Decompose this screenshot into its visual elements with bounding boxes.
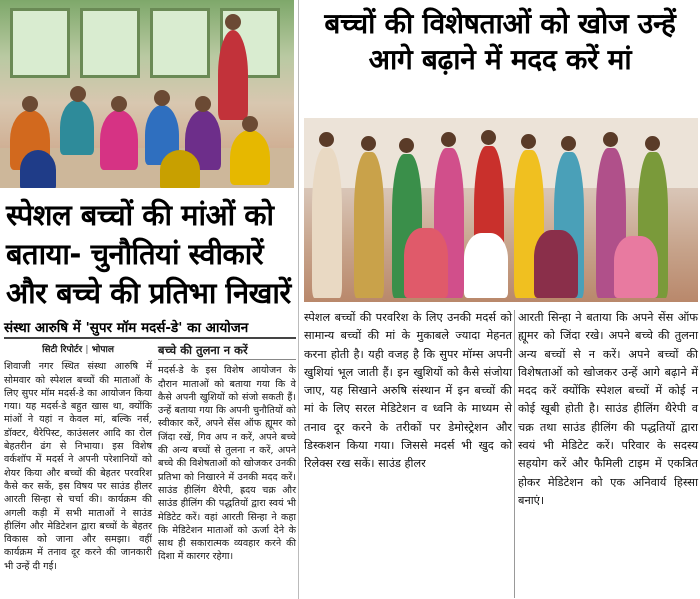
photo-person-head <box>70 86 86 102</box>
dateline-city: भोपाल <box>91 345 114 355</box>
photo-person <box>218 30 248 120</box>
photo-person-head <box>645 136 660 151</box>
photo-person-head <box>111 96 127 112</box>
right-story-column-1: स्पेशल बच्चों की परवरिश के लिए उनकी मदर्स को सामान्य बच्चों की मां के मुकाबले ज्यादा मेहनत करना होती है। यही वजह है कि सुपर मॉम्स अपनी खुशियां भूल जाती हैं। इन खुशियों को कैसे संजोया जाए, यह सिखाने अरुषि संस्थान में इन बच्चों की मां के लिए सरल मेडिटेशन व ध्वनि के माध्यम से तनाव दूर करने के तरीकों पर डेमोस्ट्रेशन और डिस्कशन किया गया। जिससे मदर्स भी खुद को रिलेक्स रख सकें। साउंड हीलर <box>304 311 512 471</box>
reporter-credit: सिटी रिपोर्टर <box>42 345 83 355</box>
left-story-rule <box>4 337 296 339</box>
left-story-photo <box>0 0 294 188</box>
left-story-subheadline: संस्था आरुषि में 'सुपर मॉम मदर्स-डे' का आयोजन <box>4 320 249 336</box>
left-story-subsection-heading: बच्चे की तुलना न करें <box>158 344 296 360</box>
byline-separator: | <box>85 345 89 355</box>
left-story-column-1 <box>4 344 152 573</box>
photo-person <box>160 150 200 188</box>
left-story-column-2 <box>158 344 296 564</box>
left-story-column-2-text: मदर्स-डे के इस विशेष आयोजन के दौरान माताओं को बताया गया कि वे कैसे अपनी खुशियों को संजो सकती हैं। उन्हें बताया गया कि अपनी चुनौतियों को स्वीकार करें, अपने सेंस ऑफ ह्यूमर को जिंदा रखें, गिव अप न करें, अपने बच्चे की अन्य बच्चों से तुलना न करें, अपने बच्चे की विशेषताओं को खोजकर उनकी प्रतिभा को निखारने में उनकी मदद करें। साउंड हीलिंग थैरेपी, ह्रदय चक्र और साउंड हीलिंग की पद्धतियों द्वारा स्वयं भी मेडिटेट करें। वहां आरती सिन्हा ने कहा कि मेडिटेशन माताओं को ऊर्जा देने के साथ ही सकारात्मक व्यवहार करने की दिशा में कारगर रहेगा। <box>158 365 296 563</box>
photo-person-head <box>195 96 211 112</box>
photo-person <box>614 236 658 298</box>
photo-person-head <box>22 96 38 112</box>
left-story-byline <box>4 344 152 357</box>
photo-person-head <box>154 90 170 106</box>
photo-person <box>464 233 508 298</box>
photo-person-head <box>399 138 414 153</box>
photo-person-head <box>481 130 496 145</box>
photo-window <box>10 8 70 78</box>
photo-person <box>20 150 56 188</box>
photo-person <box>312 148 342 298</box>
photo-person-head <box>361 136 376 151</box>
right-column-divider <box>514 310 515 598</box>
photo-person-head <box>521 134 536 149</box>
photo-person-head <box>603 132 618 147</box>
right-story-headline: बच्चों की विशेषताओं को खोज उन्हें आगे बढ़ाने में मदद करें मां <box>324 7 676 76</box>
photo-person-head <box>225 14 241 30</box>
photo-person-head <box>242 116 258 132</box>
column-divider <box>298 0 299 599</box>
photo-person <box>230 130 270 185</box>
photo-person-head <box>319 132 334 147</box>
photo-window <box>80 8 140 78</box>
right-story-column-2: आरती सिन्हा ने बताया कि अपने सेंस ऑफ ह्यूमर को जिंदा रखे। अपने बच्चे की तुलना अन्य बच्चों से न करें। अपने बच्चों की विशेषताओं को खोजकर उन्हें आगे बढ़ाने में मदद करें क्योंकि स्पेशल बच्चों में कोई न कोई खूबी होती है। साउंड हीलिंग थैरेपी व चक्र तथा साउंड हीलिंग की पद्धतियों द्वारा स्वयं भी मेडिटेट करें। परिवार के सदस्य सहयोग करें और फैमिली टाइम में एकत्रित होकर मेडिटेशन को एक अनिवार्य हिस्सा बनाएं। <box>518 311 698 507</box>
left-story-column-1-text: शिवाजी नगर स्थित संस्था आरुषि में सोमवार को स्पेशल बच्चों की माताओं के लिए सुपर मॉम मदर्स-डे का आयोजन किया गया। यह मदर्स-डे बहुत खास था, क्योंकि मांओं ने यहां न केवल मां, बल्कि नर्स, डॉक्टर, थैरेपिस्ट, काउंसलर आदि का रोल बेहतरीन ढंग से निभाया। इस विशेष वर्कशॉप में मदर्स ने अपनी परेशानियों को शेयर किया और बच्चों की बेहतर परवरिश कैसे कर सकें, इस विषय पर साउंड हीलर आरती सिन्हा से चर्चा की। कार्यक्रम की अगली कड़ी में सभी माताओं ने साउंड हीलिंग और मेडिटेशन द्वारा बच्चों के बेहतर विकास को जाना और समझा। वहीं कार्यक्रम में तनाव दूर करने की जानकारी भी उन्हें दी गई। <box>4 361 152 572</box>
photo-person <box>534 230 578 298</box>
photo-person <box>60 100 94 155</box>
left-story-headline: स्पेशल बच्चों की मांओं को बताया- चुनौतियां स्वीकारें और बच्चे की प्रतिभा निखारें <box>6 198 291 310</box>
photo-person <box>354 152 384 298</box>
photo-window <box>150 8 210 78</box>
right-story-photo <box>304 118 698 302</box>
photo-person-head <box>561 136 576 151</box>
photo-person <box>404 228 448 298</box>
photo-person-head <box>441 132 456 147</box>
photo-person <box>100 110 138 170</box>
